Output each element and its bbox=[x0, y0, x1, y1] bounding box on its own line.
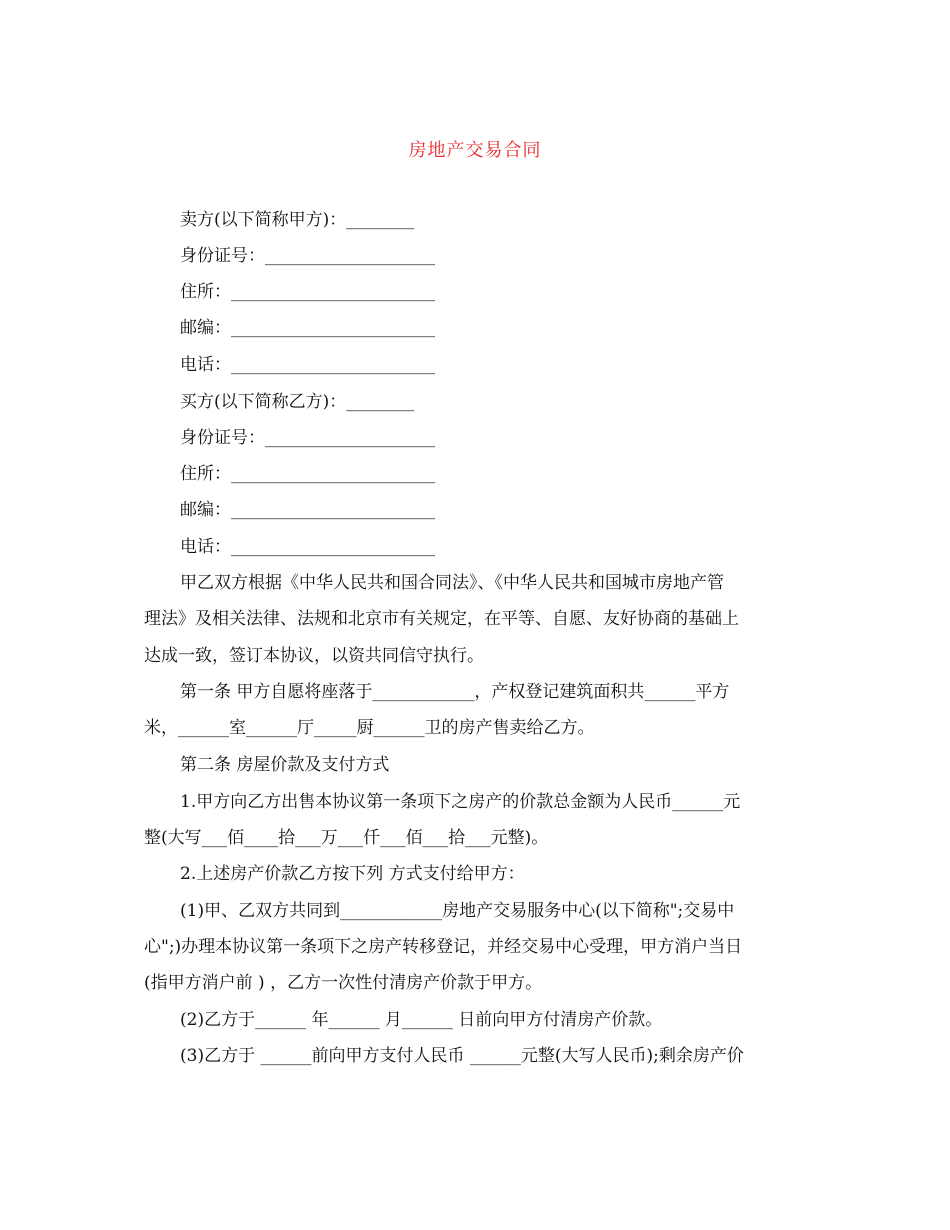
clause-2-2-1-line-1: (1)甲、乙双方共同到____________房地产交易服务中心(以下简称";交易中 bbox=[180, 901, 735, 921]
preamble-line-1: 甲乙双方根据《中华人民共和国合同法》、《中华人民共和国城市房地产管 bbox=[180, 573, 724, 593]
seller-id-field: 身份证号：____________________ bbox=[180, 246, 435, 266]
seller-address-field: 住所：________________________ bbox=[180, 282, 435, 302]
seller-label: 卖方(以下简称甲方)：________ bbox=[180, 210, 415, 230]
clause-2-2-3: (3)乙方于 ______前向甲方支付人民币 ______元整(大写人民币);剩余房产价 bbox=[180, 1046, 744, 1066]
clause-2-2: 2.上述房产价款乙方按下列 方式支付给甲方： bbox=[180, 864, 525, 884]
document-title: 房地产交易合同 bbox=[408, 140, 542, 161]
article-1-line-1: 第一条 甲方自愿将座落于____________，产权登记建筑面积共______平方 bbox=[180, 682, 730, 702]
clause-2-1-line-2: 整(大写___佰____拾___万___仟___佰___拾___元整)。 bbox=[144, 828, 549, 848]
clause-2-1-line-1: 1.甲方向乙方出售本协议第一条项下之房产的价款总金额为人民币______元 bbox=[180, 792, 741, 812]
preamble-line-3: 达成一致，签订本协议，以资共同信守执行。 bbox=[144, 646, 484, 666]
preamble-line-2: 理法》及相关法律、法规和北京市有关规定，在平等、自愿、友好协商的基础上 bbox=[144, 609, 739, 629]
buyer-postcode-field: 邮编：________________________ bbox=[180, 500, 435, 520]
buyer-address-field: 住所：________________________ bbox=[180, 464, 435, 484]
clause-2-2-1-line-2: 心";)办理本协议第一条项下之房产转移登记，并经交易中心受理，甲方消户当日 bbox=[144, 937, 743, 957]
clause-2-2-2: (2)乙方于______ 年______ 月______ 日前向甲方付清房产价款。 bbox=[180, 1010, 663, 1030]
article-1-line-2: 米，______室______厅_____厨______卫的房产售卖给乙方。 bbox=[144, 718, 595, 738]
clause-2-2-1-line-3: (指甲方消户前 ) ，乙方一次性付清房产价款于甲方。 bbox=[144, 973, 543, 993]
buyer-phone-field: 电话：________________________ bbox=[180, 537, 435, 557]
seller-postcode-field: 邮编：________________________ bbox=[180, 318, 435, 338]
article-2-heading: 第二条 房屋价款及支付方式 bbox=[180, 755, 390, 775]
buyer-id-field: 身份证号：____________________ bbox=[180, 428, 435, 448]
seller-phone-field: 电话：________________________ bbox=[180, 355, 435, 375]
buyer-label: 买方(以下简称乙方)：________ bbox=[180, 392, 415, 412]
